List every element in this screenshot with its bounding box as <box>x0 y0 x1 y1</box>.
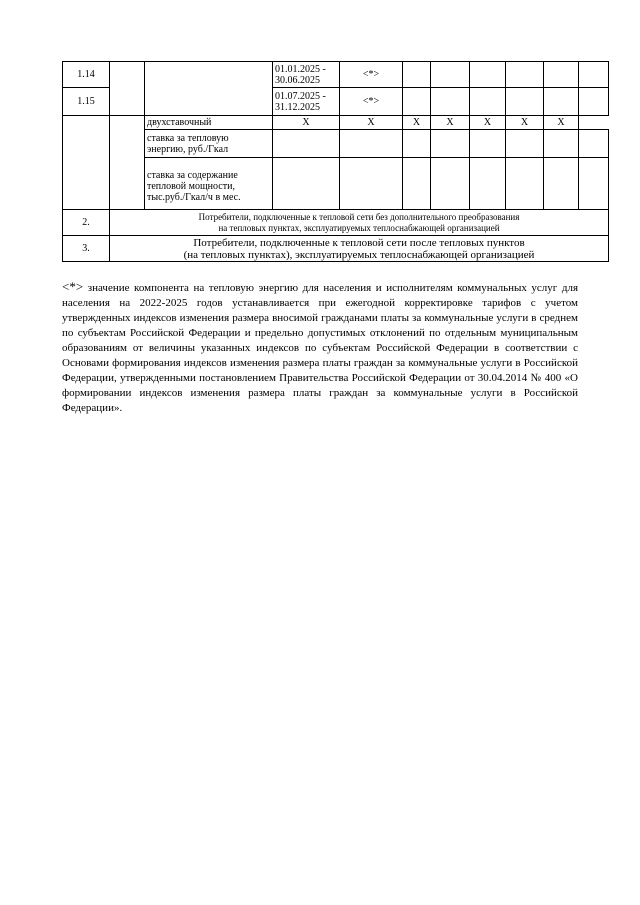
empty-cell <box>110 62 145 116</box>
empty-cell <box>431 130 470 158</box>
empty-cell <box>579 130 609 158</box>
empty-cell <box>470 88 506 116</box>
section-number: 3. <box>63 236 110 262</box>
empty-cell <box>470 62 506 88</box>
x-cell: Х <box>431 116 470 130</box>
tariff-table <box>62 61 609 262</box>
row-number: 1.14 <box>63 62 110 88</box>
empty-cell <box>544 88 579 116</box>
empty-cell <box>431 88 470 116</box>
section-line: Потребители, подключенные к тепловой сети после тепловых пунктов <box>193 236 525 249</box>
empty-cell <box>579 158 609 210</box>
empty-cell <box>145 62 273 116</box>
section-line: (на тепловых пунктах), эксплуатируемых теплоснабжающей организацией <box>183 248 535 261</box>
section-line: Потребители, подключенные к тепловой сети без дополнительного преобразования <box>198 211 520 222</box>
empty-cell <box>110 116 145 210</box>
empty-cell <box>403 158 431 210</box>
x-cell: Х <box>544 116 579 130</box>
empty-cell <box>470 130 506 158</box>
x-cell: Х <box>506 116 544 130</box>
footnote-mark: <*> <box>62 279 84 294</box>
energy-rate-label <box>145 130 273 158</box>
row-number: 1.15 <box>63 88 110 116</box>
period-cell <box>273 88 340 116</box>
footnote <box>62 279 578 416</box>
empty-cell <box>403 130 431 158</box>
empty-cell <box>340 130 403 158</box>
section-title <box>110 236 609 262</box>
table-row-1-14 <box>63 62 609 88</box>
x-cell: Х <box>470 116 506 130</box>
footnote-mark-cell: <*> <box>340 62 403 88</box>
empty-cell <box>403 62 431 88</box>
empty-cell <box>579 62 609 88</box>
empty-cell <box>506 158 544 210</box>
two-rate-label: двухставочный <box>145 116 273 130</box>
period-start: 01.01.2025 - <box>275 63 326 75</box>
empty-cell <box>403 88 431 116</box>
empty-cell <box>431 158 470 210</box>
x-cell: Х <box>403 116 431 130</box>
label-line: ставка за содержание <box>147 170 238 181</box>
empty-cell <box>579 88 609 116</box>
empty-cell <box>506 88 544 116</box>
label-line: энергию, руб./Гкал <box>147 143 229 155</box>
empty-cell <box>506 62 544 88</box>
empty-cell <box>273 158 340 210</box>
table-row-capacity-rate <box>63 158 609 210</box>
empty-cell <box>544 62 579 88</box>
table-row-two-rate <box>63 116 609 130</box>
period-cell <box>273 62 340 88</box>
section-line: на тепловых пунктах, эксплуатируемых теплоснабжающей организацией <box>218 222 500 233</box>
label-line: тепловой мощности, <box>147 181 235 192</box>
label-line: ставка за тепловую <box>147 132 229 144</box>
period-end: 31.12.2025 <box>275 101 320 113</box>
table-row-section-2 <box>63 210 609 236</box>
empty-cell <box>470 158 506 210</box>
empty-cell <box>273 130 340 158</box>
footnote-text: значение компонента на тепловую энергию для населения и исполнителям коммунальных услуг для населения на 2022-2025 годов устанавливается при ежегодной корректировке тарифов с учетом утвержденных индексов изменения размера вносимой гражданами платы за коммунальные услуги в среднем по субъектам Российской Федерации и предельно допустимых отклонений по отдельным муниципальным образованиям от величины указанных индексов по субъектам Российской Федерации в соответствии с Основами формирования индексов изменения размера платы граждан за коммунальные услуги в Российской Федерации, утвержденными постановлением Правительства Российской Федерации от 30.04.2014 № 400 «О формировании индексов изменения размера платы граждан за коммунальные услуги в Российской Федерации». <box>62 282 578 414</box>
empty-cell <box>544 158 579 210</box>
table-row-energy-rate <box>63 130 609 158</box>
empty-cell <box>544 130 579 158</box>
empty-cell <box>63 116 110 210</box>
section-title <box>110 210 609 236</box>
x-cell: Х <box>273 116 340 130</box>
capacity-rate-label <box>145 158 273 210</box>
footnote-mark-cell: <*> <box>340 88 403 116</box>
label-line: тыс.руб./Гкал/ч в мес. <box>147 192 241 203</box>
empty-cell <box>431 62 470 88</box>
empty-cell <box>506 130 544 158</box>
period-start: 01.07.2025 - <box>275 90 326 102</box>
x-cell: Х <box>340 116 403 130</box>
empty-cell <box>340 158 403 210</box>
section-number: 2. <box>63 210 110 236</box>
table-row-section-3 <box>63 236 609 262</box>
period-end: 30.06.2025 <box>275 74 320 86</box>
